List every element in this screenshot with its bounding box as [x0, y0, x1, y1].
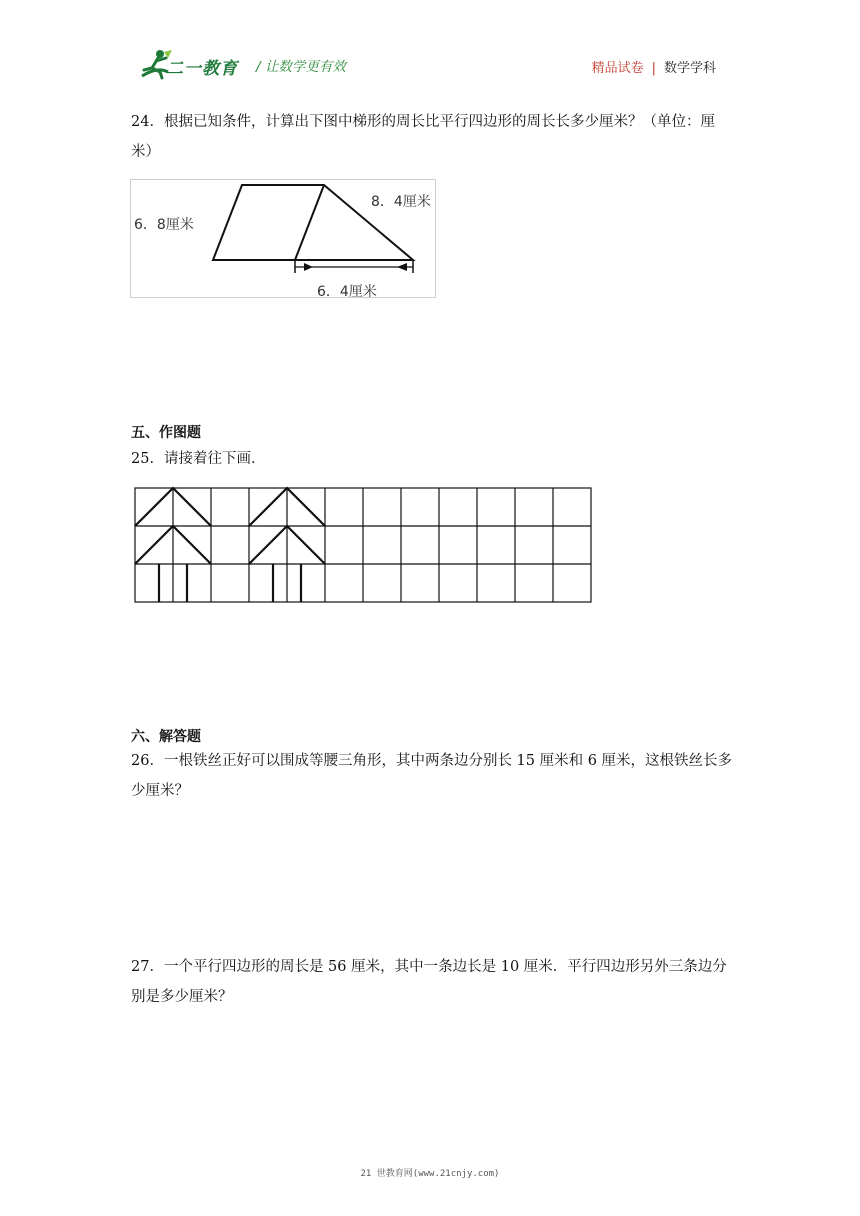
page-header	[130, 40, 730, 90]
label-height: 6．8厘米	[134, 217, 194, 233]
parallelogram-right-side	[295, 185, 324, 260]
logo-text: 二一教育	[166, 59, 238, 79]
question-27: 27．一个平行四边形的周长是 56 厘米，其中一条边长是 10 厘米．平行四边形另外三条边分别是多少厘米？	[131, 959, 727, 1005]
grid-drawing	[131, 484, 595, 606]
section-5-title: 五、作图题	[131, 425, 201, 441]
premium-paper-label: 精品试卷	[591, 61, 644, 76]
arrow-left-head	[397, 263, 407, 271]
header-separator: |	[651, 61, 656, 76]
arrow-right-head	[304, 263, 313, 271]
label-bottom: 6．4厘米	[317, 284, 377, 300]
section-6-title: 六、解答题	[131, 729, 201, 745]
question-24: 24．根据已知条件，计算出下图中梯形的周长比平行四边形的周长长多少厘米？（单位：厘米）	[131, 114, 715, 160]
slogan: / 让数学更有效	[256, 59, 346, 75]
subject-label: 数学学科	[663, 61, 716, 76]
label-slant-side: 8．4厘米	[371, 194, 431, 210]
question-26: 26．一根铁丝正好可以围成等腰三角形，其中两条边分别长 15 厘米和 6 厘米，这根铁丝长多少厘米？	[131, 753, 733, 799]
tree-pattern-grid	[131, 484, 595, 606]
grid-lines	[135, 488, 591, 602]
trapezoid-figure	[130, 179, 436, 298]
header-right	[592, 57, 716, 76]
question-25: 25．请接着往下画．	[131, 451, 266, 467]
page-footer: 21 世教育网(www.21cnjy.com)	[360, 1169, 500, 1179]
